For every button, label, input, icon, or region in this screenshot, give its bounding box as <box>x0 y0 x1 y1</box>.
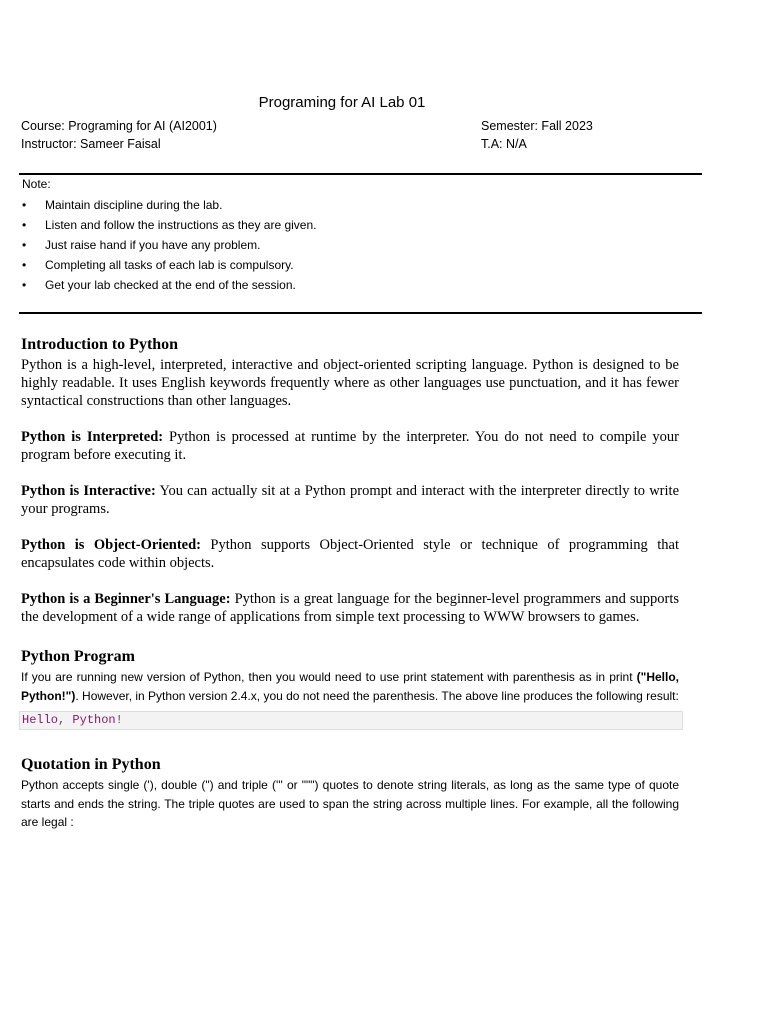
note-section <box>22 176 692 295</box>
point-text: Python supports Object-Oriented style or technique of programming that encapsulates code within objects. <box>21 537 679 571</box>
course-info <box>21 117 217 153</box>
point-interpreted <box>21 428 679 464</box>
point-object-oriented <box>21 536 679 572</box>
point-interactive <box>21 482 679 518</box>
program-heading: Python Program <box>21 648 135 665</box>
note-item-text: Maintain discipline during the lab. <box>45 198 223 212</box>
intro-heading: Introduction to Python <box>21 336 179 353</box>
quotation-heading: Quotation in Python <box>21 756 161 773</box>
note-item-text: Completing all tasks of each lab is compulsory. <box>45 258 294 272</box>
note-label: Note: <box>22 177 51 191</box>
program-inline-code: ("Hello, Python!") <box>21 670 679 703</box>
note-item-text: Just raise hand if you have any problem. <box>45 238 261 252</box>
code-token: Hello <box>22 713 59 727</box>
ta-label: T.A: N/A <box>481 137 527 151</box>
code-token: , <box>58 713 66 727</box>
note-item <box>22 275 692 295</box>
point-beginner <box>21 590 679 626</box>
bullet-icon: • <box>22 218 27 232</box>
code-output-block <box>19 711 683 730</box>
program-text-before: If you are running new version of Python, then you would need to use print statement with parenthesis as in print <box>21 670 637 684</box>
instructor-label: Instructor: Sameer Faisal <box>21 137 161 151</box>
code-token: ! <box>115 713 123 727</box>
point-term: Python is Interpreted: <box>21 429 164 445</box>
point-text: You can actually sit at a Python prompt and interact with the interpreter directly to write your programs. <box>21 483 679 517</box>
note-item-text: Get your lab checked at the end of the session. <box>45 278 296 292</box>
point-term: Python is Interactive: <box>21 483 156 499</box>
page-title: Programing for AI Lab 01 <box>258 94 426 111</box>
bullet-icon: • <box>22 278 27 292</box>
program-paragraph <box>21 668 679 705</box>
point-text: Python is processed at runtime by the interpreter. You do not need to compile your program before executing it. <box>21 429 679 463</box>
point-term: Python is Object-Oriented: <box>21 537 201 553</box>
divider-top <box>19 173 702 175</box>
note-item-text: Listen and follow the instructions as they are given. <box>45 218 317 232</box>
note-item <box>22 235 692 255</box>
program-text-after: . However, in Python version 2.4.x, you do not need the parenthesis. The above line produces the following result: <box>75 688 679 703</box>
bullet-icon: • <box>22 238 27 252</box>
bullet-icon: • <box>22 198 27 212</box>
note-item <box>22 255 692 275</box>
intro-paragraph: Python is a high-level, interpreted, interactive and object-oriented scripting language. Python is designed to be highly readable. It uses English keywords frequently where as other languages use punctuation, and it has fewer syntactical constructions than other languages. <box>21 357 679 409</box>
point-text: Python is a great language for the beginner-level programmers and supports the development of a wide range of applications from simple text processing to WWW browsers to games. <box>21 591 680 625</box>
main-content <box>21 334 679 832</box>
bullet-icon: • <box>22 258 27 272</box>
quotation-paragraph: Python accepts single ('), double (") and triple (''' or """) quotes to denote string literals, as long as the same type of quote starts and ends the string. The triple quotes are used to span the string across multiple lines. For example, all the following are legal : <box>21 778 679 829</box>
note-item <box>22 195 692 215</box>
divider-bottom <box>19 312 702 314</box>
course-label: Course: Programing for AI (AI2001) <box>21 119 217 133</box>
note-list <box>22 195 692 295</box>
note-item <box>22 215 692 235</box>
point-term: Python is a Beginner's Language: <box>21 591 231 607</box>
code-token: Python <box>65 713 116 727</box>
semester-info <box>481 117 593 153</box>
semester-label: Semester: Fall 2023 <box>481 119 593 133</box>
